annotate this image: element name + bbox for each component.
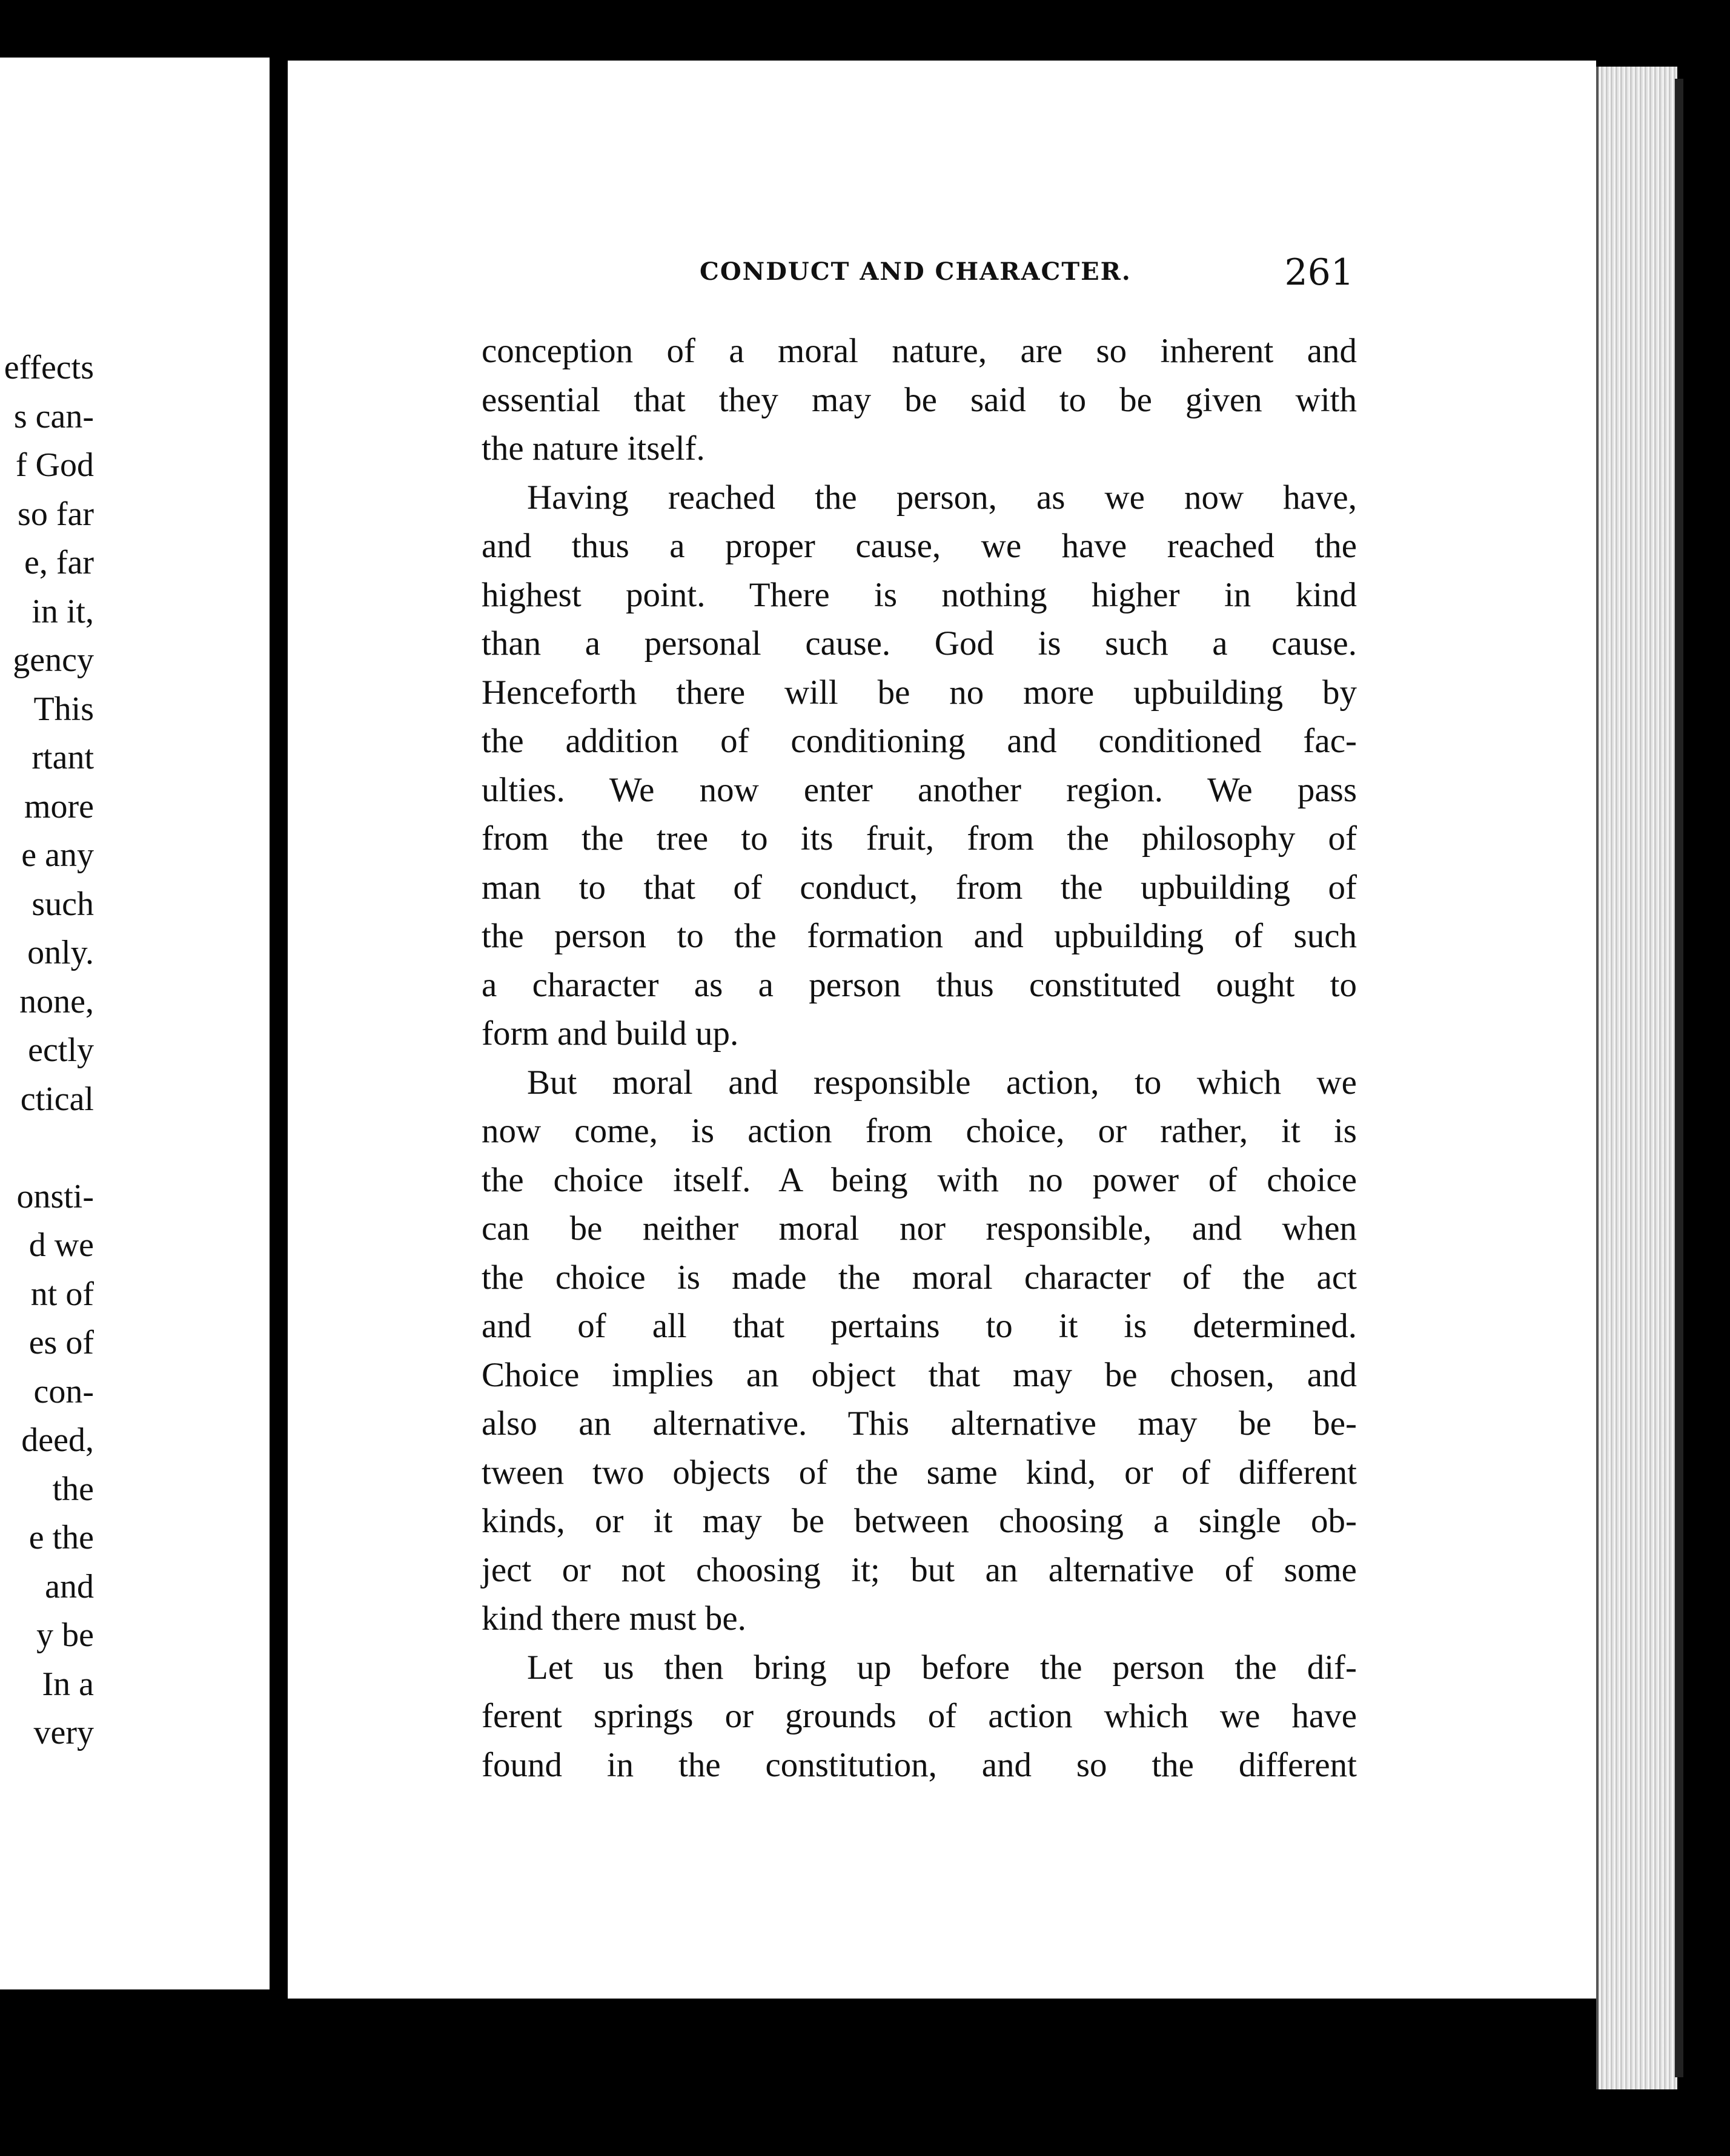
previous-page-line: d we	[28, 1226, 94, 1264]
text-line: the choice itself. A being with no power of choice	[482, 1160, 1357, 1199]
body-text	[482, 327, 1357, 1790]
previous-page-line: con-	[33, 1372, 94, 1410]
previous-page-line: ectly	[28, 1031, 94, 1069]
previous-page-line: onsti-	[16, 1177, 94, 1215]
text-line: essential that they may be said to be given with	[482, 380, 1357, 419]
text-line: from the tree to its fruit, from the philosophy of	[482, 819, 1357, 858]
previous-page-line: This	[33, 690, 94, 728]
text-line: kinds, or it may be between choosing a single ob-	[482, 1502, 1357, 1540]
previous-page-line: gency	[13, 641, 94, 679]
edge-shadow	[1675, 79, 1683, 2077]
previous-page-line: ctical	[20, 1080, 94, 1118]
previous-page-line: such	[31, 885, 94, 923]
text-line: than a personal cause. God is such a cause.	[482, 624, 1357, 663]
page-edges	[1596, 67, 1677, 2089]
running-title: CONDUCT AND CHARACTER.	[700, 257, 1132, 286]
text-line: ferent springs or grounds of action which we have	[482, 1697, 1357, 1735]
previous-page-line: y be	[36, 1616, 94, 1654]
text-line: Henceforth there will be no more upbuilding by	[482, 673, 1357, 712]
text-line: a character as a person thus constituted ought to	[482, 965, 1357, 1004]
scan-speck	[1449, 115, 1456, 122]
text-line: Let us then bring up before the person the dif-	[527, 1648, 1357, 1687]
previous-page-line: so far	[18, 495, 94, 533]
previous-page-line: and	[45, 1567, 94, 1605]
book-gutter	[270, 55, 288, 1999]
text-line: can be neither moral nor responsible, and when	[482, 1209, 1357, 1248]
text-line: and thus a proper cause, we have reached the	[482, 527, 1357, 565]
text-line: ulties. We now enter another region. We pass	[482, 770, 1357, 809]
text-line: the nature itself.	[482, 429, 705, 468]
previous-page-line: e the	[28, 1519, 94, 1556]
previous-page-line: in it,	[31, 592, 94, 630]
text-line: But moral and responsible action, to which we	[527, 1063, 1357, 1102]
text-line: the person to the formation and upbuilding of such	[482, 917, 1357, 955]
previous-page-line: the	[52, 1470, 94, 1508]
previous-page-line: In a	[42, 1665, 94, 1703]
previous-page-line: nt of	[30, 1275, 94, 1313]
text-line: highest point. There is nothing higher in kind	[482, 575, 1357, 614]
text-line: the addition of conditioning and conditioned fac-	[482, 722, 1357, 760]
text-line: kind there must be.	[482, 1599, 746, 1638]
text-line: the choice is made the moral character of the act	[482, 1258, 1357, 1297]
text-line: Having reached the person, as we now have,	[527, 478, 1357, 517]
page-number: 261	[1284, 251, 1354, 294]
previous-page-line: none,	[19, 982, 94, 1020]
previous-page-line: effects	[4, 349, 94, 386]
text-line: man to that of conduct, from the upbuilding of	[482, 868, 1357, 907]
previous-page-line: es of	[28, 1324, 94, 1361]
previous-page-line: very	[33, 1714, 94, 1751]
text-line: also an alternative. This alternative may be be-	[482, 1404, 1357, 1443]
text-line: and of all that pertains to it is determined.	[482, 1307, 1357, 1345]
previous-page-line: e, far	[24, 544, 94, 581]
previous-page-text	[0, 58, 270, 1989]
previous-page-line: only.	[27, 934, 94, 971]
text-line: ject or not choosing it; but an alternative of some	[482, 1550, 1357, 1589]
text-line: conception of a moral nature, are so inherent and	[482, 332, 1357, 370]
text-line: found in the constitution, and so the different	[482, 1745, 1357, 1784]
previous-page-line: f God	[15, 446, 94, 484]
running-head	[700, 251, 1354, 294]
previous-page-line: s can-	[13, 397, 94, 435]
previous-page-line: rtant	[31, 739, 94, 776]
previous-page-line: e any	[21, 836, 94, 874]
previous-page-line: deed,	[21, 1421, 94, 1459]
text-line: form and build up.	[482, 1014, 739, 1053]
previous-page	[0, 58, 270, 1989]
text-line: now come, is action from choice, or rather, it is	[482, 1112, 1357, 1150]
previous-page-line: more	[24, 787, 94, 825]
text-line: Choice implies an object that may be chosen, and	[482, 1355, 1357, 1394]
text-line: tween two objects of the same kind, or of different	[482, 1453, 1357, 1492]
